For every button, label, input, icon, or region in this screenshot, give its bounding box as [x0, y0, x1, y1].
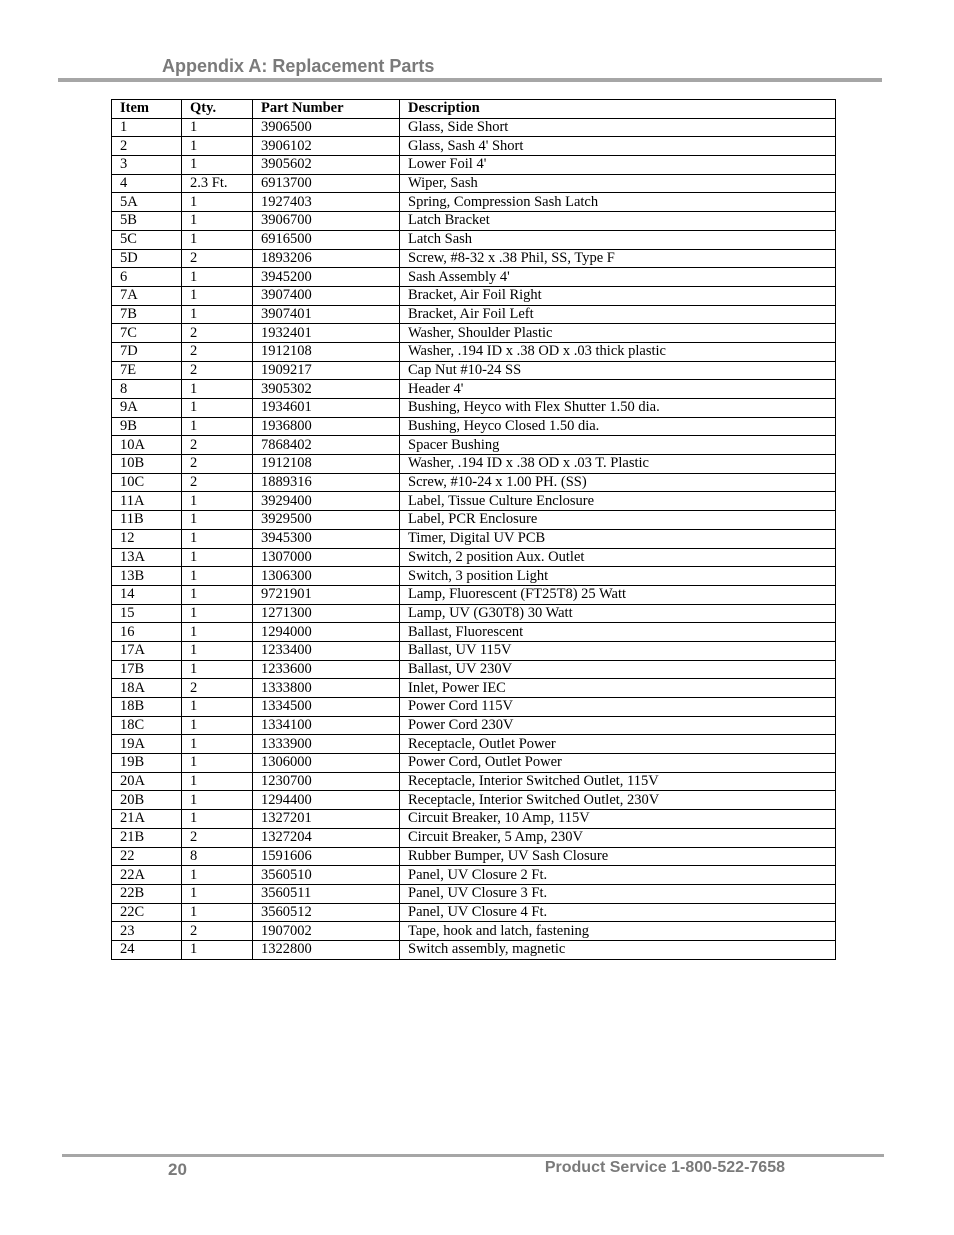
cell-description: Label, PCR Enclosure [400, 511, 836, 530]
cell-part-number: 3905302 [253, 380, 400, 399]
cell-description: Panel, UV Closure 4 Ft. [400, 903, 836, 922]
table-row [112, 623, 836, 642]
cell-qty: 2 [182, 249, 253, 268]
cell-description: Washer, .194 ID x .38 OD x .03 thick plastic [400, 342, 836, 361]
table-row [112, 698, 836, 717]
cell-qty: 1 [182, 754, 253, 773]
cell-part-number: 1932401 [253, 324, 400, 343]
cell-part-number: 1294400 [253, 791, 400, 810]
cell-qty: 1 [182, 810, 253, 829]
cell-qty: 2 [182, 828, 253, 847]
cell-qty: 1 [182, 193, 253, 212]
cell-item: 15 [112, 604, 182, 623]
cell-part-number: 1912108 [253, 455, 400, 474]
cell-description: Lamp, Fluorescent (FT25T8) 25 Watt [400, 585, 836, 604]
cell-item: 13B [112, 567, 182, 586]
cell-description: Latch Bracket [400, 212, 836, 231]
cell-qty: 1 [182, 698, 253, 717]
cell-part-number: 3906102 [253, 137, 400, 156]
cell-description: Spacer Bushing [400, 436, 836, 455]
cell-part-number: 1230700 [253, 772, 400, 791]
cell-item: 19A [112, 735, 182, 754]
cell-description: Receptacle, Outlet Power [400, 735, 836, 754]
table-row [112, 212, 836, 231]
cell-qty: 1 [182, 660, 253, 679]
cell-qty: 2 [182, 324, 253, 343]
table-row [112, 866, 836, 885]
table-row [112, 716, 836, 735]
table-row [112, 305, 836, 324]
table-row [112, 436, 836, 455]
table-row [112, 791, 836, 810]
cell-item: 7C [112, 324, 182, 343]
cell-part-number: 3929400 [253, 492, 400, 511]
cell-description: Ballast, UV 115V [400, 641, 836, 660]
cell-qty: 1 [182, 156, 253, 175]
table-row [112, 903, 836, 922]
cell-description: Screw, #10-24 x 1.00 PH. (SS) [400, 473, 836, 492]
cell-part-number: 3907400 [253, 286, 400, 305]
cell-part-number: 3905602 [253, 156, 400, 175]
cell-item: 9B [112, 417, 182, 436]
cell-qty: 1 [182, 772, 253, 791]
cell-description: Receptacle, Interior Switched Outlet, 230V [400, 791, 836, 810]
cell-item: 22 [112, 847, 182, 866]
cell-part-number: 1333900 [253, 735, 400, 754]
table-row [112, 641, 836, 660]
cell-description: Lower Foil 4' [400, 156, 836, 175]
cell-description: Header 4' [400, 380, 836, 399]
cell-description: Circuit Breaker, 5 Amp, 230V [400, 828, 836, 847]
cell-qty: 2 [182, 436, 253, 455]
cell-description: Screw, #8-32 x .38 Phil, SS, Type F [400, 249, 836, 268]
table-row [112, 772, 836, 791]
cell-item: 19B [112, 754, 182, 773]
cell-item: 10B [112, 455, 182, 474]
cell-part-number: 1306000 [253, 754, 400, 773]
cell-description: Cap Nut #10-24 SS [400, 361, 836, 380]
cell-qty: 1 [182, 380, 253, 399]
cell-item: 7D [112, 342, 182, 361]
cell-part-number: 1294000 [253, 623, 400, 642]
footer-divider [62, 1154, 884, 1157]
cell-part-number: 3906500 [253, 118, 400, 137]
cell-qty: 1 [182, 492, 253, 511]
cell-item: 3 [112, 156, 182, 175]
cell-item: 9A [112, 399, 182, 418]
cell-item: 5D [112, 249, 182, 268]
cell-part-number: 1306300 [253, 567, 400, 586]
cell-description: Bracket, Air Foil Right [400, 286, 836, 305]
cell-description: Washer, Shoulder Plastic [400, 324, 836, 343]
table-row [112, 567, 836, 586]
table-row [112, 548, 836, 567]
cell-item: 18A [112, 679, 182, 698]
table-row [112, 268, 836, 287]
cell-item: 16 [112, 623, 182, 642]
cell-item: 4 [112, 174, 182, 193]
cell-qty: 1 [182, 716, 253, 735]
cell-description: Latch Sash [400, 230, 836, 249]
cell-qty: 1 [182, 623, 253, 642]
cell-item: 23 [112, 922, 182, 941]
cell-part-number: 1936800 [253, 417, 400, 436]
table-row [112, 940, 836, 959]
cell-description: Power Cord, Outlet Power [400, 754, 836, 773]
table-row [112, 399, 836, 418]
cell-part-number: 3929500 [253, 511, 400, 530]
cell-item: 6 [112, 268, 182, 287]
cell-item: 22C [112, 903, 182, 922]
cell-part-number: 1912108 [253, 342, 400, 361]
cell-qty: 1 [182, 567, 253, 586]
cell-description: Lamp, UV (G30T8) 30 Watt [400, 604, 836, 623]
cell-qty: 1 [182, 735, 253, 754]
cell-description: Ballast, UV 230V [400, 660, 836, 679]
table-row [112, 492, 836, 511]
cell-item: 5A [112, 193, 182, 212]
cell-description: Wiper, Sash [400, 174, 836, 193]
cell-part-number: 3560511 [253, 884, 400, 903]
cell-item: 8 [112, 380, 182, 399]
cell-description: Bushing, Heyco with Flex Shutter 1.50 dia. [400, 399, 836, 418]
table-row [112, 417, 836, 436]
column-header-qty: Qty. [182, 100, 253, 119]
cell-qty: 2 [182, 342, 253, 361]
cell-qty: 1 [182, 585, 253, 604]
cell-item: 2 [112, 137, 182, 156]
cell-item: 10A [112, 436, 182, 455]
cell-part-number: 6916500 [253, 230, 400, 249]
cell-item: 24 [112, 940, 182, 959]
table-row [112, 660, 836, 679]
table-row [112, 342, 836, 361]
cell-item: 20A [112, 772, 182, 791]
cell-part-number: 1233600 [253, 660, 400, 679]
header-divider [58, 78, 882, 82]
cell-description: Label, Tissue Culture Enclosure [400, 492, 836, 511]
table-row [112, 754, 836, 773]
table-row [112, 585, 836, 604]
cell-item: 13A [112, 548, 182, 567]
cell-qty: 1 [182, 417, 253, 436]
column-header-part-number: Part Number [253, 100, 400, 119]
table-row [112, 174, 836, 193]
cell-qty: 1 [182, 511, 253, 530]
cell-part-number: 3907401 [253, 305, 400, 324]
cell-qty: 1 [182, 529, 253, 548]
table-row [112, 230, 836, 249]
cell-description: Panel, UV Closure 3 Ft. [400, 884, 836, 903]
cell-description: Washer, .194 ID x .38 OD x .03 T. Plastic [400, 455, 836, 474]
cell-part-number: 1889316 [253, 473, 400, 492]
cell-description: Switch assembly, magnetic [400, 940, 836, 959]
table-row [112, 679, 836, 698]
cell-description: Glass, Sash 4' Short [400, 137, 836, 156]
table-row [112, 884, 836, 903]
cell-qty: 1 [182, 230, 253, 249]
cell-item: 18B [112, 698, 182, 717]
cell-part-number: 9721901 [253, 585, 400, 604]
cell-part-number: 6913700 [253, 174, 400, 193]
cell-item: 22A [112, 866, 182, 885]
table-row [112, 847, 836, 866]
cell-description: Ballast, Fluorescent [400, 623, 836, 642]
cell-part-number: 7868402 [253, 436, 400, 455]
cell-qty: 1 [182, 137, 253, 156]
cell-part-number: 1591606 [253, 847, 400, 866]
cell-part-number: 1927403 [253, 193, 400, 212]
column-header-description: Description [400, 100, 836, 119]
table-row [112, 922, 836, 941]
cell-description: Bushing, Heyco Closed 1.50 dia. [400, 417, 836, 436]
cell-qty: 1 [182, 884, 253, 903]
cell-qty: 1 [182, 604, 253, 623]
cell-part-number: 1334500 [253, 698, 400, 717]
cell-part-number: 1327204 [253, 828, 400, 847]
cell-qty: 2 [182, 455, 253, 474]
replacement-parts-table [111, 99, 836, 960]
cell-part-number: 1322800 [253, 940, 400, 959]
table-row [112, 137, 836, 156]
table-row [112, 735, 836, 754]
cell-item: 21B [112, 828, 182, 847]
cell-item: 5C [112, 230, 182, 249]
page-number: 20 [168, 1160, 187, 1179]
cell-part-number: 3945200 [253, 268, 400, 287]
cell-part-number: 1893206 [253, 249, 400, 268]
cell-qty: 8 [182, 847, 253, 866]
cell-item: 5B [112, 212, 182, 231]
cell-qty: 1 [182, 399, 253, 418]
cell-item: 12 [112, 529, 182, 548]
cell-item: 1 [112, 118, 182, 137]
table-row [112, 511, 836, 530]
cell-item: 11B [112, 511, 182, 530]
cell-qty: 1 [182, 866, 253, 885]
cell-qty: 1 [182, 641, 253, 660]
cell-description: Switch, 2 position Aux. Outlet [400, 548, 836, 567]
cell-description: Switch, 3 position Light [400, 567, 836, 586]
cell-item: 17B [112, 660, 182, 679]
table-row [112, 455, 836, 474]
page-header-title: Appendix A: Replacement Parts [162, 56, 435, 76]
cell-description: Rubber Bumper, UV Sash Closure [400, 847, 836, 866]
table-row [112, 156, 836, 175]
cell-item: 22B [112, 884, 182, 903]
cell-item: 21A [112, 810, 182, 829]
cell-qty: 2 [182, 473, 253, 492]
table-row [112, 529, 836, 548]
cell-qty: 1 [182, 903, 253, 922]
cell-description: Receptacle, Interior Switched Outlet, 115V [400, 772, 836, 791]
cell-qty: 1 [182, 268, 253, 287]
cell-qty: 1 [182, 118, 253, 137]
cell-item: 10C [112, 473, 182, 492]
table-row [112, 286, 836, 305]
table-row [112, 604, 836, 623]
cell-item: 7B [112, 305, 182, 324]
cell-part-number: 1909217 [253, 361, 400, 380]
cell-description: Sash Assembly 4' [400, 268, 836, 287]
cell-qty: 1 [182, 286, 253, 305]
cell-qty: 1 [182, 548, 253, 567]
cell-part-number: 1233400 [253, 641, 400, 660]
table-row [112, 828, 836, 847]
cell-description: Bracket, Air Foil Left [400, 305, 836, 324]
cell-description: Timer, Digital UV PCB [400, 529, 836, 548]
cell-description: Power Cord 115V [400, 698, 836, 717]
cell-item: 14 [112, 585, 182, 604]
cell-description: Circuit Breaker, 10 Amp, 115V [400, 810, 836, 829]
table-row [112, 810, 836, 829]
cell-part-number: 1271300 [253, 604, 400, 623]
cell-qty: 2 [182, 679, 253, 698]
cell-item: 7A [112, 286, 182, 305]
table-row [112, 380, 836, 399]
product-service-phone: Product Service 1-800-522-7658 [544, 1159, 785, 1176]
cell-part-number: 1327201 [253, 810, 400, 829]
cell-item: 20B [112, 791, 182, 810]
cell-description: Tape, hook and latch, fastening [400, 922, 836, 941]
table-header-row [112, 100, 836, 119]
cell-part-number: 3945300 [253, 529, 400, 548]
cell-qty: 2 [182, 361, 253, 380]
cell-description: Glass, Side Short [400, 118, 836, 137]
cell-qty: 1 [182, 305, 253, 324]
cell-part-number: 3560510 [253, 866, 400, 885]
cell-description: Spring, Compression Sash Latch [400, 193, 836, 212]
cell-item: 18C [112, 716, 182, 735]
cell-part-number: 1334100 [253, 716, 400, 735]
cell-item: 11A [112, 492, 182, 511]
parts-table-body [112, 118, 836, 959]
table-row [112, 473, 836, 492]
cell-part-number: 1934601 [253, 399, 400, 418]
cell-item: 17A [112, 641, 182, 660]
cell-qty: 2.3 Ft. [182, 174, 253, 193]
cell-qty: 1 [182, 940, 253, 959]
cell-description: Power Cord 230V [400, 716, 836, 735]
cell-part-number: 1333800 [253, 679, 400, 698]
table-row [112, 249, 836, 268]
cell-part-number: 1307000 [253, 548, 400, 567]
table-row [112, 324, 836, 343]
cell-part-number: 1907002 [253, 922, 400, 941]
cell-description: Panel, UV Closure 2 Ft. [400, 866, 836, 885]
table-row [112, 193, 836, 212]
table-row [112, 118, 836, 137]
column-header-item: Item [112, 100, 182, 119]
table-row [112, 361, 836, 380]
cell-description: Inlet, Power IEC [400, 679, 836, 698]
cell-qty: 2 [182, 922, 253, 941]
cell-part-number: 3560512 [253, 903, 400, 922]
cell-part-number: 3906700 [253, 212, 400, 231]
cell-qty: 1 [182, 791, 253, 810]
cell-qty: 1 [182, 212, 253, 231]
cell-item: 7E [112, 361, 182, 380]
